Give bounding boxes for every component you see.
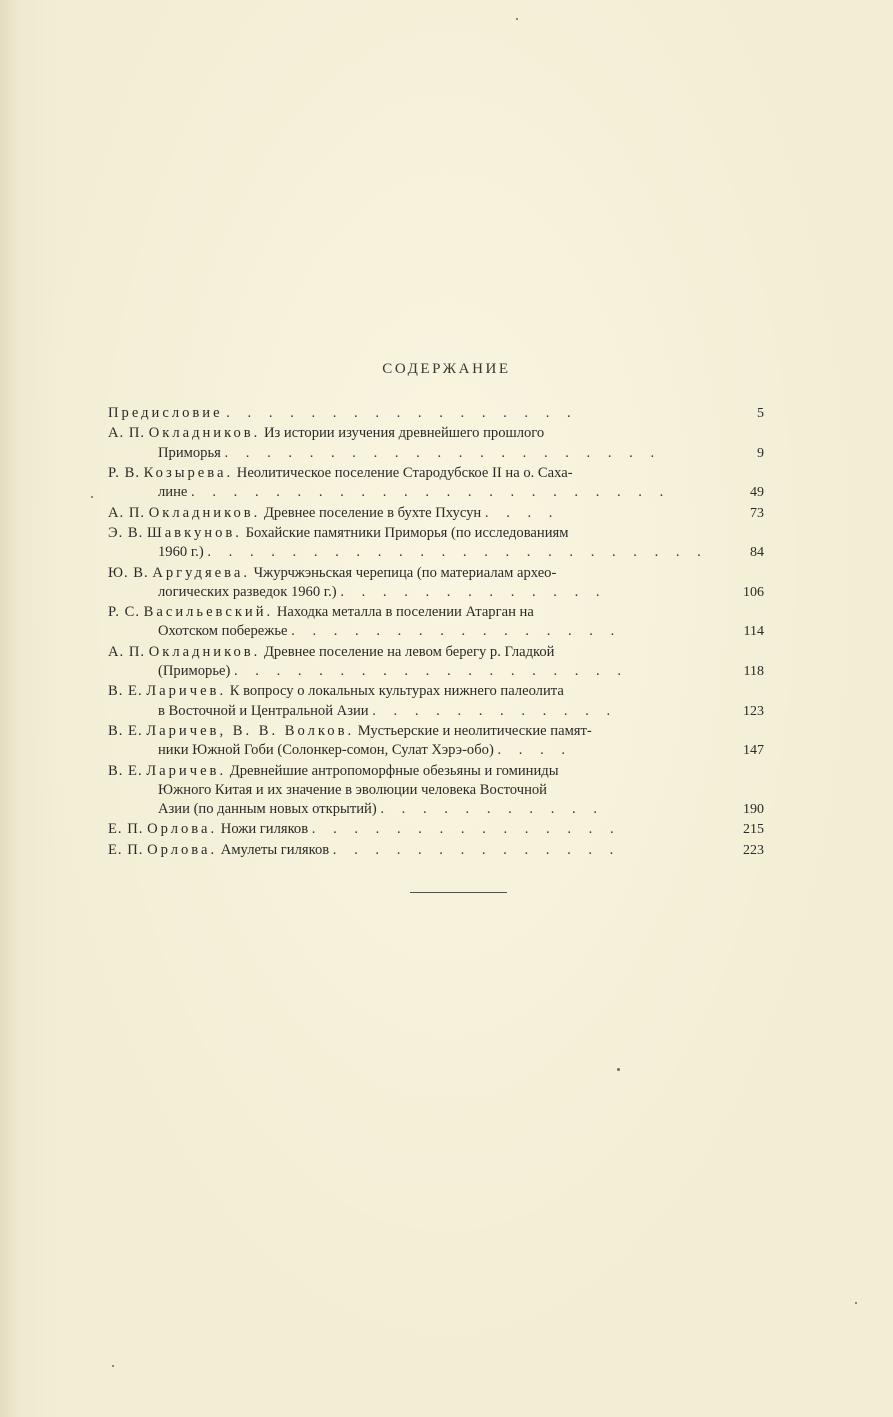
author-initials: Р. В. bbox=[108, 464, 140, 481]
page-number: 84 bbox=[750, 545, 764, 561]
page-number: 5 bbox=[757, 406, 764, 421]
entry-title-text: Ножи гиляков bbox=[220, 821, 309, 838]
toc-entry-line bbox=[108, 820, 764, 839]
leader-dots: . . . . . . . . . . . . . . . . . . . . . bbox=[224, 444, 662, 461]
author-name: Окладников. bbox=[148, 425, 261, 442]
page-number: 9 bbox=[757, 445, 764, 461]
page-number: 215 bbox=[743, 822, 764, 838]
toc-entry bbox=[108, 524, 764, 562]
toc-entry-line bbox=[108, 800, 764, 819]
author-initials: А. П. bbox=[108, 425, 146, 442]
page-title: СОДЕРЖАНИЕ bbox=[382, 361, 511, 377]
leader-dots: . . . . . . . . . . . bbox=[380, 800, 604, 817]
toc-entry-line bbox=[108, 781, 764, 800]
leader-dots: . . . . . . . . . . . . bbox=[372, 702, 618, 719]
toc-entry-line bbox=[108, 682, 764, 701]
author-name: Аргудяева. bbox=[152, 564, 250, 581]
entry-title-text: в Восточной и Центральной Азии bbox=[158, 702, 369, 719]
toc-entry-line bbox=[108, 444, 764, 463]
author-name: Окладников. bbox=[148, 504, 261, 521]
entry-title-text: Чжурчжэньская черепица (по материалам архео- bbox=[253, 564, 557, 581]
toc-entry-line bbox=[108, 762, 764, 781]
toc-entry-line bbox=[108, 583, 764, 602]
paper-speck bbox=[112, 1365, 114, 1367]
author-name: Ларичев. bbox=[146, 683, 227, 700]
page-number: 49 bbox=[750, 485, 764, 501]
toc-entry-line bbox=[108, 524, 764, 543]
author-initials: Ю. В. bbox=[108, 564, 149, 581]
toc-entry bbox=[108, 841, 764, 860]
toc-entry bbox=[108, 722, 764, 760]
toc-entry bbox=[108, 682, 764, 720]
table-of-contents bbox=[108, 404, 764, 861]
author-name: Окладников. bbox=[148, 643, 261, 660]
entry-title-text: Амулеты гиляков bbox=[220, 841, 330, 858]
page-number: 118 bbox=[743, 663, 764, 679]
author-name: Шавкунов. bbox=[146, 524, 242, 541]
toc-entry-line bbox=[108, 622, 764, 641]
leader-dots: . . . . bbox=[497, 742, 573, 759]
toc-entry bbox=[108, 404, 764, 423]
leader-dots: . . . . . . . . . . . . . . . . bbox=[291, 623, 622, 640]
page-number: 114 bbox=[743, 624, 764, 640]
toc-entry-line bbox=[108, 404, 764, 423]
page-number: 147 bbox=[743, 743, 764, 759]
toc-entry-line bbox=[108, 662, 764, 681]
toc-entry bbox=[108, 424, 764, 462]
entry-title-text: Южного Китая и их значение в эволюции человека Восточной bbox=[158, 781, 547, 798]
entry-title-text: Древнее поселение на левом берегу р. Гладкой bbox=[263, 643, 555, 660]
author-initials: Е. П. bbox=[108, 841, 144, 858]
leader-dots: . . . . bbox=[484, 504, 560, 521]
page-number: 73 bbox=[750, 505, 764, 521]
toc-entry-line bbox=[108, 741, 764, 760]
toc-entry-line bbox=[108, 424, 764, 443]
leader-dots: . . . . . . . . . . . . . . . bbox=[311, 821, 621, 838]
entry-title-text: (Приморье) bbox=[158, 662, 231, 679]
entry-title-text: Древнее поселение в бухте Пхусун bbox=[263, 504, 482, 521]
author-initials: В. Е. bbox=[108, 722, 143, 739]
entry-title-text: 1960 г.) bbox=[158, 544, 204, 561]
entry-title-text: Приморья bbox=[158, 444, 221, 461]
divider-line bbox=[410, 892, 507, 893]
page-number: 123 bbox=[743, 703, 764, 719]
entry-title-text: Древнейшие антропоморфные обезьяны и гоминиды bbox=[229, 762, 559, 779]
toc-entry-line bbox=[108, 543, 764, 562]
toc-entry bbox=[108, 504, 764, 523]
entry-title-text: Азии (по данным новых открытий) bbox=[158, 800, 377, 817]
entry-title-text: Охотском побережье bbox=[158, 623, 288, 640]
toc-entry bbox=[108, 820, 764, 839]
toc-entry-line bbox=[108, 841, 764, 860]
author-name: Ларичев. bbox=[146, 762, 227, 779]
entry-title-text: Бохайские памятники Приморья (по исследованиям bbox=[245, 524, 569, 541]
author-name: Ларичев, В. В. Волков. bbox=[146, 722, 355, 739]
entry-title-text: Неолитическое поселение Стародубское II на о. Саха- bbox=[236, 464, 573, 481]
toc-entry bbox=[108, 643, 764, 681]
paper-speck bbox=[855, 1302, 857, 1304]
author-initials: Э. В. bbox=[108, 524, 144, 541]
toc-entry-line bbox=[108, 603, 764, 622]
toc-entry-line bbox=[108, 564, 764, 583]
leader-dots: . . . . . . . . . . . . . . . . . bbox=[226, 405, 578, 421]
page-number: 106 bbox=[743, 584, 764, 600]
author-initials: Р. С. bbox=[108, 604, 140, 621]
toc-entry bbox=[108, 564, 764, 602]
entry-title-text: Мустьерские и неолитические памят- bbox=[357, 722, 592, 739]
page-number: 223 bbox=[743, 842, 764, 858]
author-initials: А. П. bbox=[108, 643, 146, 660]
author-initials: В. Е. bbox=[108, 683, 143, 700]
entry-title-text: Из истории изучения древнейшего прошлого bbox=[263, 425, 545, 442]
author-name: Васильевский. bbox=[143, 604, 274, 621]
author-name: Орлова. bbox=[147, 821, 218, 838]
toc-entry bbox=[108, 603, 764, 641]
leader-dots: . . . . . . . . . . . . . . . . . . . . . . . bbox=[191, 484, 671, 501]
paper-speck bbox=[516, 18, 518, 20]
author-initials: В. Е. bbox=[108, 762, 143, 779]
leader-dots: . . . . . . . . . . . . . . bbox=[332, 841, 621, 858]
toc-entry-line bbox=[108, 722, 764, 741]
paper-speck bbox=[617, 1068, 620, 1071]
toc-entry-line bbox=[108, 464, 764, 483]
entry-title-text: ники Южной Гоби (Солонкер-сомон, Сулат Хэрэ-обо) bbox=[158, 742, 494, 759]
entry-title-text: Находка металла в поселении Атарган на bbox=[276, 604, 534, 621]
entry-title-text: К вопросу о локальных культурах нижнего палеолита bbox=[229, 683, 564, 700]
leader-dots: . . . . . . . . . . . . . bbox=[340, 583, 607, 600]
paper-speck bbox=[91, 496, 93, 498]
page-number: 190 bbox=[743, 801, 764, 817]
author-name: Предисловие bbox=[108, 405, 223, 421]
toc-entry-line bbox=[108, 504, 764, 523]
leader-dots: . . . . . . . . . . . . . . . . . . . bbox=[233, 662, 628, 679]
author-name: Козырева. bbox=[143, 464, 234, 481]
author-name: Орлова. bbox=[147, 841, 218, 858]
author-initials: А. П. bbox=[108, 504, 146, 521]
toc-entry-line bbox=[108, 483, 764, 502]
entry-title-text: лине bbox=[158, 484, 188, 501]
author-initials: Е. П. bbox=[108, 821, 144, 838]
leader-dots: . . . . . . . . . . . . . . . . . . . . . . . . bbox=[207, 544, 708, 561]
toc-entry-line bbox=[108, 702, 764, 721]
entry-title-text: логических разведок 1960 г.) bbox=[158, 583, 337, 600]
toc-entry-line bbox=[108, 643, 764, 662]
toc-entry bbox=[108, 464, 764, 502]
toc-entry bbox=[108, 762, 764, 820]
